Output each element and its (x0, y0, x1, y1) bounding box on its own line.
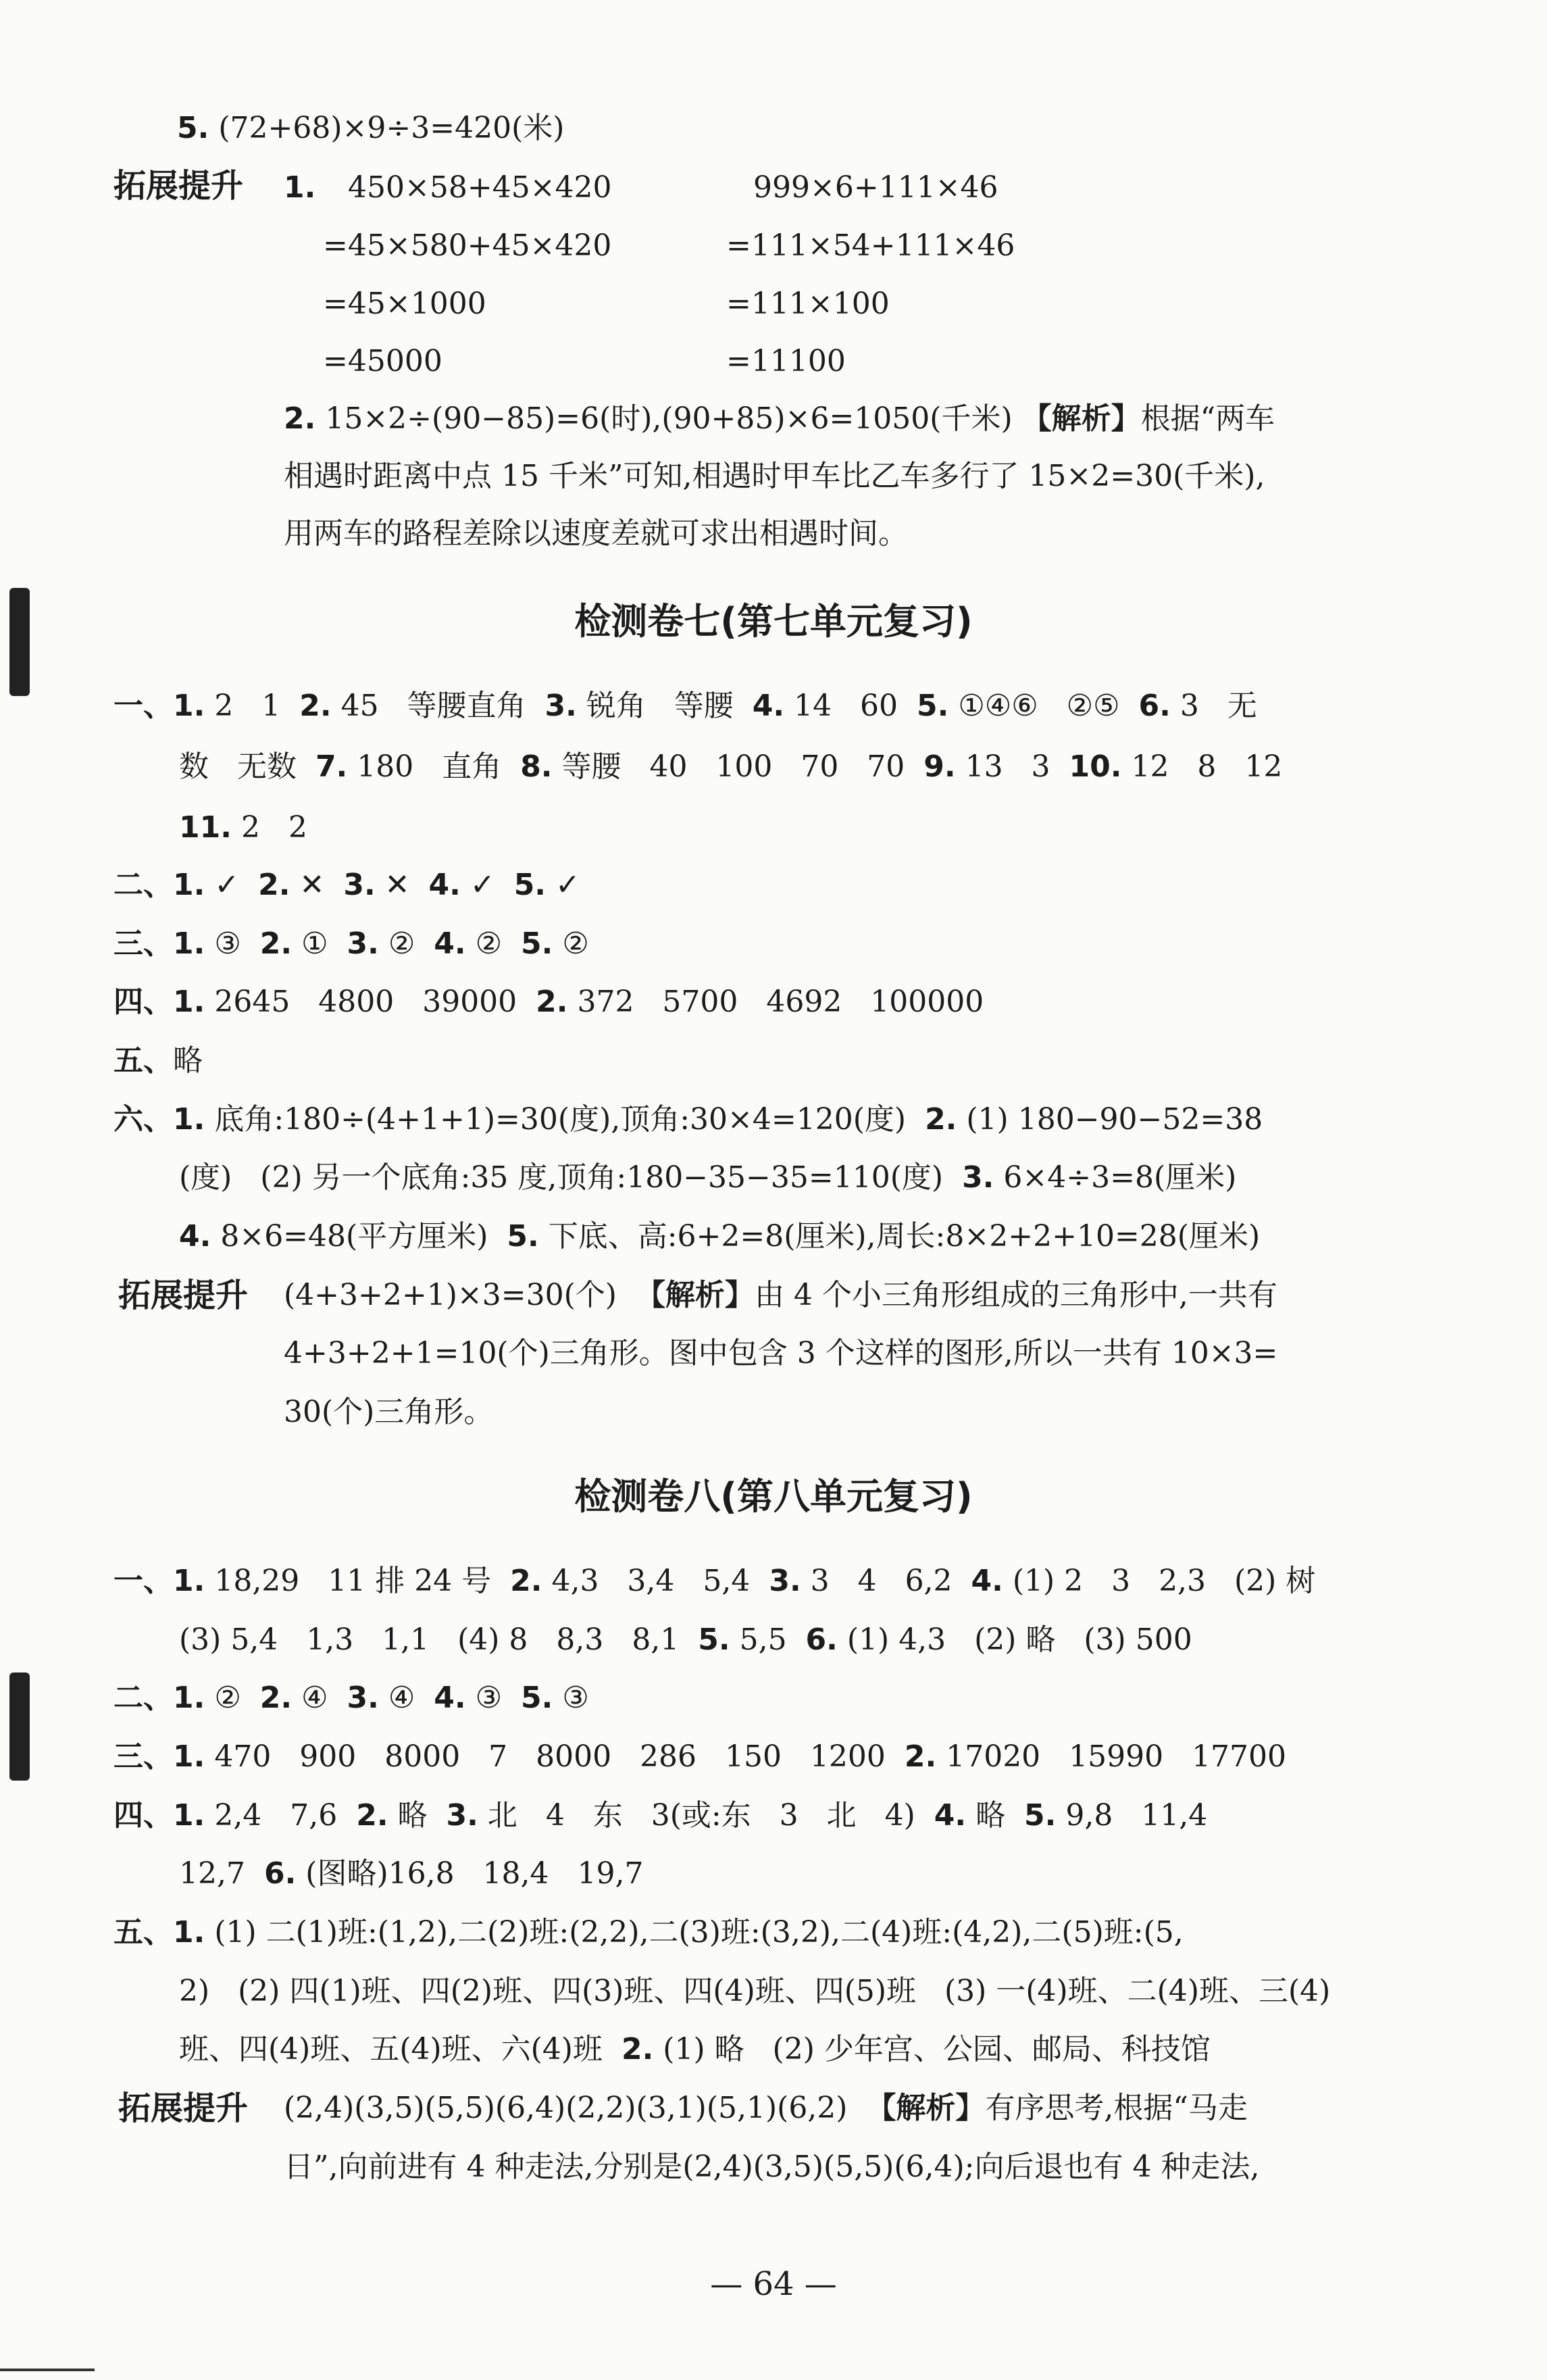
answer-text: ①④⑥ ②⑤ (948, 689, 1139, 723)
answer-text: 9,8 11,4 (1056, 1798, 1208, 1833)
line-q5: 5. (72+68)×9÷3=420(米) (177, 111, 565, 145)
page-number: — 64 — (710, 2265, 837, 2303)
answer-text: (1) 二(1)班:(1,2),二(2)班:(2,2),二(3)班:(3,2),二(4)班:(4,2),二(5)班:(5, (205, 1915, 1184, 1950)
answer-text: 北 4 东 3(或:东 3 北 4) (478, 1798, 934, 1833)
calc-b-1: =111×54+111×46 (726, 228, 1015, 263)
section-title-8: 检测卷八(第八单元复习) (574, 1475, 973, 1518)
item-number: 2. (510, 1564, 542, 1598)
answer-text: (1) 180−90−52=38 (957, 1102, 1263, 1137)
item-number: 5. (521, 1681, 553, 1715)
answer-text: 等腰 40 100 70 70 (552, 749, 924, 784)
sec7-part6-line2 (179, 1158, 1236, 1198)
item-number: 2. (904, 1739, 937, 1774)
answer-text: 略 (966, 1798, 1025, 1833)
section-title-7: 检测卷七(第七单元复习) (574, 600, 973, 643)
item-number: 4. (434, 926, 466, 961)
item-number: 5. (521, 926, 553, 961)
sec7-ext-line2: 4+3+2+1=10(个)三角形。图中包含 3 个这样的图形,所以一共有 10×3= (284, 1336, 1278, 1370)
answer-text: 3 无 (1170, 689, 1257, 723)
calc-a-3: =45000 (323, 344, 442, 378)
item-number: 5. (1024, 1798, 1057, 1833)
q2-line-2: 相遇时距离中点 15 千米”可知,相遇时甲车比乙车多行了 15×2=30(千米), (284, 459, 1265, 493)
answer-text: 470 900 8000 7 8000 286 150 1200 (205, 1739, 905, 1774)
bottom-rule (0, 2369, 95, 2371)
answer-text: (3) 5,4 1,3 1,1 (4) 8 8,3 8,1 (179, 1622, 699, 1657)
item-number: 11. (179, 810, 232, 845)
sec8-ext-line2: 日”,向前进有 4 种走法,分别是(2,4)(3,5)(5,5)(6,4);向后退也有 4 种走法, (284, 2150, 1260, 2184)
item-number: 3. (343, 868, 376, 902)
extension-label-8: 拓展提升 (118, 2089, 249, 2127)
item-number: 三、1. (113, 1739, 205, 1774)
answer-text: 2645 4800 39000 (205, 985, 536, 1019)
item-number: 3. (446, 1798, 478, 1833)
item-number: 2. (259, 1681, 293, 1715)
sec7-part3 (113, 924, 589, 964)
sec7-part1-line2 (179, 747, 1282, 787)
item-number: 8. (520, 749, 553, 784)
item-number: 4. (179, 1219, 211, 1254)
calc-b-2: =111×100 (726, 287, 890, 321)
answer-text: 14 60 (784, 689, 917, 723)
answer-text: ④ (292, 1681, 347, 1715)
sec8-part2 (113, 1678, 589, 1718)
item-number: 四、1. (113, 985, 205, 1019)
answer-text: 372 5700 4692 100000 (567, 985, 984, 1019)
answer-text: ③ (553, 1681, 589, 1715)
answer-text: 4,3 3,4 5,4 (542, 1564, 769, 1598)
answer-text: 17020 15990 17700 (936, 1739, 1287, 1774)
answer-text: ② (378, 926, 434, 961)
sec7-part6-line3 (179, 1216, 1260, 1257)
answer-text: 下底、高:6+2=8(厘米),周长:8×2+2+10=28(厘米) (538, 1219, 1261, 1254)
item-number: 10. (1069, 749, 1122, 784)
item-number: 五、 (113, 1043, 173, 1078)
answer-text: 数 无数 (179, 749, 315, 784)
answer-text: 5,5 (730, 1622, 806, 1657)
answer-text: ✕ (290, 868, 344, 902)
answer-text: (1) 2 3 2,3 (2) 树 (1003, 1564, 1316, 1598)
answer-text: ① (292, 926, 347, 961)
item-number: 3. (962, 1160, 994, 1195)
calc-a-1: =45×580+45×420 (323, 228, 612, 263)
item-number: 6. (263, 1856, 297, 1891)
item-number: 6. (805, 1622, 838, 1657)
sec8-part4-line2 (179, 1854, 643, 1894)
q1-number: 1. (284, 170, 316, 205)
item-number: 3. (769, 1564, 801, 1598)
answer-text: (1) 4,3 (2) 略 (3) 500 (837, 1622, 1192, 1657)
item-number: 2. (299, 689, 332, 723)
sec8-part5-line3 (179, 2029, 1211, 2070)
item-number: 三、1. (113, 926, 205, 961)
item-number: 6. (1138, 689, 1171, 723)
answer-text: 12 8 12 (1121, 749, 1283, 784)
sec8-part1-line2 (179, 1620, 1192, 1660)
calc-b-0: 999×6+111×46 (753, 170, 998, 205)
answer-text: 略 (388, 1798, 447, 1833)
answer-text: ✓ (205, 868, 259, 902)
answer-text: 2 2 (231, 810, 307, 845)
item-number: 5. (917, 689, 949, 723)
item-number: 四、1. (113, 1798, 205, 1833)
sec8-part5-line2 (179, 1971, 1330, 2012)
answer-text: 8×6=48(平方厘米) (211, 1219, 507, 1254)
answer-text: ③ (465, 1681, 521, 1715)
sec7-part1-line3 (179, 808, 307, 848)
answer-text: 3 4 6,2 (801, 1564, 971, 1598)
answer-text: 2 1 (205, 689, 300, 723)
item-number: 一、1. (113, 689, 205, 723)
answer-text: ✕ (375, 868, 429, 902)
q2-line-3: 用两车的路程差除以速度差就可求出相遇时间。 (284, 516, 908, 551)
extension-label-7: 拓展提升 (118, 1276, 249, 1314)
sec7-part2 (113, 865, 580, 906)
item-number: 4. (934, 1798, 967, 1833)
sec8-part5-line1 (113, 1912, 1184, 1953)
answer-text: 班、四(4)班、五(4)班、六(4)班 (179, 2032, 622, 2066)
q2-line-1: 2. 15×2÷(90−85)=6(时),(90+85)×6=1050(千米) 【解析】根据“两车 (284, 401, 1275, 436)
sec7-part5 (113, 1041, 203, 1081)
calc-b-3: =11100 (726, 344, 846, 378)
item-number: 二、1. (113, 1681, 205, 1715)
item-number: 5. (698, 1622, 730, 1657)
item-number: 2. (356, 1798, 388, 1833)
sec8-part4-line1 (113, 1795, 1207, 1836)
item-number: 5. (507, 1219, 539, 1254)
item-number: 4. (752, 689, 785, 723)
sec7-ext-line3: 30(个)三角形。 (284, 1395, 494, 1429)
answer-text: 180 直角 (347, 749, 521, 784)
answer-text: 2,4 7,6 (205, 1798, 357, 1833)
answer-text: ② (553, 926, 589, 961)
item-number: 3. (347, 926, 379, 961)
answer-text: 18,29 11 排 24 号 (205, 1564, 511, 1598)
calc-a-0: 450×58+45×420 (348, 170, 612, 205)
item-number: 9. (923, 749, 956, 784)
item-number: 二、1. (113, 868, 205, 902)
item-number: 2. (621, 2032, 654, 2066)
item-number: 4. (428, 868, 461, 902)
item-number: 4. (434, 1681, 466, 1715)
sec7-part6-line1 (113, 1099, 1263, 1140)
sec7-ext-line1: (4+3+2+1)×3=30(个) 【解析】由 4 个小三角形组成的三角形中,一共有 (284, 1278, 1277, 1312)
answer-text: 12,7 (179, 1856, 264, 1891)
sec7-part1-line1 (113, 686, 1257, 726)
answer-text: 6×4÷3=8(厘米) (994, 1160, 1237, 1195)
extension-label-top: 拓展提升 (113, 167, 244, 205)
item-number: 一、1. (113, 1564, 205, 1598)
answer-text: 13 3 (955, 749, 1069, 784)
sec8-part1-line1 (113, 1561, 1315, 1602)
answer-text: ✓ (460, 868, 514, 902)
item-number: 4. (971, 1564, 1003, 1598)
item-number: 2. (536, 985, 568, 1019)
answer-text: ③ (205, 926, 260, 961)
calc-a-2: =45×1000 (323, 287, 486, 321)
answer-text: 锐角 等腰 (576, 689, 753, 723)
sec8-part3 (113, 1737, 1286, 1777)
item-number: 3. (544, 689, 577, 723)
item-number: 2. (925, 1102, 957, 1137)
answer-text: 45 等腰直角 (331, 689, 545, 723)
answer-text: ④ (378, 1681, 434, 1715)
answer-text: ② (205, 1681, 260, 1715)
answer-text: ✓ (546, 868, 580, 902)
answer-text: (图略)16,8 18,4 19,7 (296, 1856, 644, 1891)
item-number: 5. (513, 868, 547, 902)
answer-text: (1) 略 (2) 少年宫、公园、邮局、科技馆 (653, 2032, 1211, 2066)
answer-text: ② (465, 926, 521, 961)
item-number: 7. (315, 749, 348, 784)
item-number: 五、1. (113, 1915, 205, 1950)
item-number: 3. (347, 1681, 379, 1715)
item-number: 2. (259, 926, 293, 961)
answer-text: 底角:180÷(4+1+1)=30(度),顶角:30×4=120(度) (205, 1102, 925, 1137)
sec8-ext-line1: (2,4)(3,5)(5,5)(6,4)(2,2)(3,1)(5,1)(6,2) 【解析】有序思考,根据“马走 (284, 2091, 1248, 2125)
sec7-part4 (113, 982, 984, 1022)
margin-mark (9, 1672, 30, 1781)
item-number: 六、1. (113, 1102, 205, 1137)
answer-text: (度) (2) 另一个底角:35 度,顶角:180−35−35=110(度) (179, 1160, 963, 1195)
answer-text: 2) (2) 四(1)班、四(2)班、四(3)班、四(4)班、四(5)班 (3) 一(4)班、二(4)班、三(4) (179, 1974, 1331, 2008)
answer-text: 略 (173, 1043, 203, 1078)
item-number: 2. (258, 868, 290, 902)
